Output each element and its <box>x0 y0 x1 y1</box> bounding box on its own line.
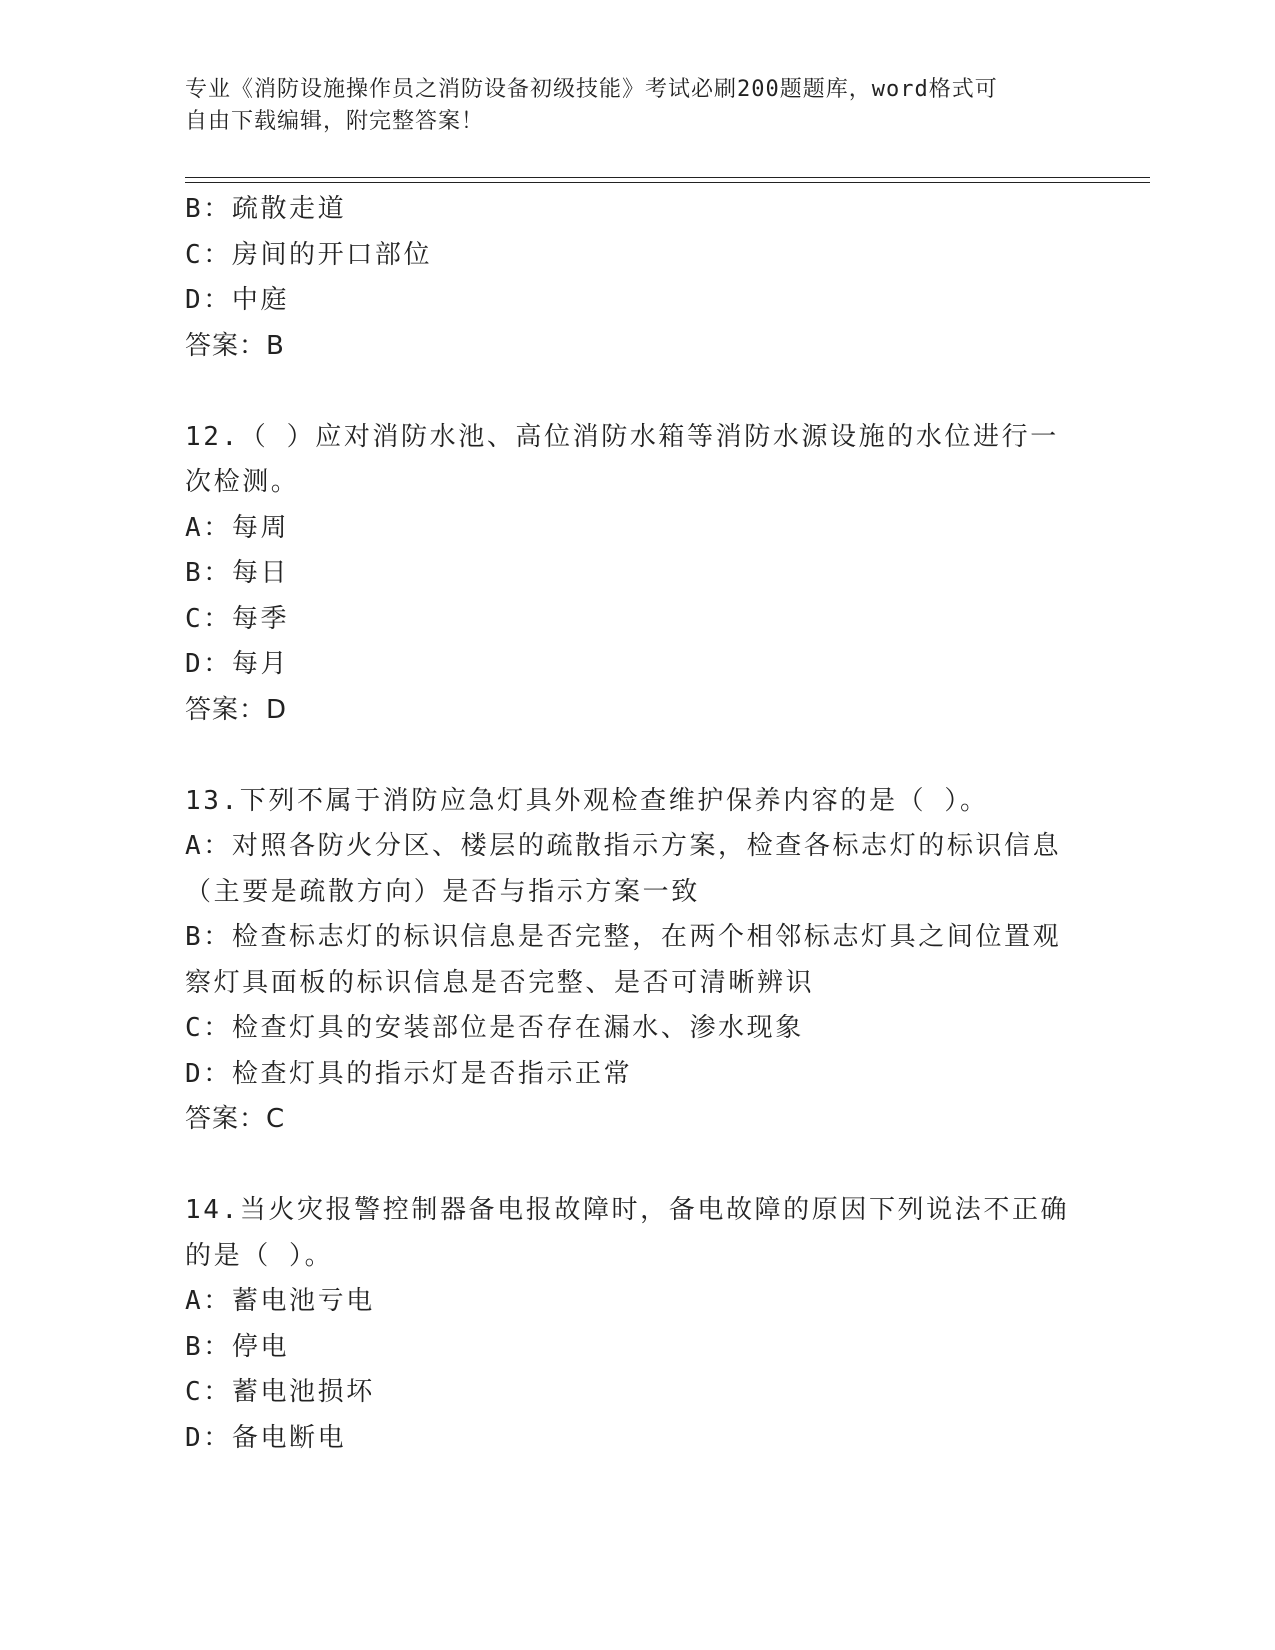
option-a: A：每周 <box>185 512 290 543</box>
option-d: D：中庭 <box>185 285 290 315</box>
document-header <box>185 74 1065 138</box>
option-c: C：每季 <box>185 603 290 634</box>
option-b-continued: 察灯具面板的标识信息是否完整、是否可清晰辨识 <box>185 967 815 998</box>
question-stem: 12.（ ）应对消防水池、高位消防水箱等消防水源设施的水位进行一 <box>185 421 1059 452</box>
option-b: B：每日 <box>185 558 290 588</box>
option-b: B：检查标志灯的标识信息是否完整，在两个相邻标志灯具之间位置观 <box>185 922 1062 952</box>
header-line-1: 专业《消防设施操作员之消防设备初级技能》考试必刷200题题库，word格式可 <box>185 77 998 102</box>
option-a: A：蓄电池亏电 <box>185 1286 375 1316</box>
option-a: A：对照各防火分区、楼层的疏散指示方案，检查各标志灯的标识信息 <box>185 831 1062 861</box>
option-d: D：备电断电 <box>185 1422 347 1453</box>
question-14 <box>185 1188 1075 1461</box>
answer-line: 答案：B <box>185 330 285 361</box>
question-11-partial <box>185 187 1075 369</box>
header-rule-bottom <box>185 182 1150 183</box>
option-c: C：房间的开口部位 <box>185 239 433 270</box>
header-rule-top <box>185 177 1150 178</box>
option-a-continued: （主要是疏散方向）是否与指示方案一致 <box>185 876 700 907</box>
question-13 <box>185 779 1075 1143</box>
spacer <box>185 733 1075 779</box>
question-12 <box>185 415 1075 734</box>
option-c: C：蓄电池损坏 <box>185 1377 375 1407</box>
spacer <box>185 369 1075 415</box>
option-c: C：检查灯具的安装部位是否存在漏水、渗水现象 <box>185 1013 804 1043</box>
spacer <box>185 1143 1075 1189</box>
question-stem: 13.下列不属于消防应急灯具外观检查维护保养内容的是（ ）。 <box>185 785 989 816</box>
option-b: B：停电 <box>185 1331 290 1362</box>
option-b: B：疏散走道 <box>185 194 347 224</box>
answer-line: 答案：D <box>185 694 288 725</box>
question-stem: 次检测。 <box>185 467 300 497</box>
question-stem: 的是（ ）。 <box>185 1240 334 1271</box>
option-d: D：检查灯具的指示灯是否指示正常 <box>185 1058 633 1089</box>
header-line-2: 自由下载编辑，附完整答案！ <box>185 109 485 134</box>
option-d: D：每月 <box>185 649 290 679</box>
question-stem: 14.当火灾报警控制器备电报故障时，备电故障的原因下列说法不正确 <box>185 1195 1070 1225</box>
answer-line: 答案：C <box>185 1104 286 1134</box>
document-content <box>185 187 1075 1461</box>
